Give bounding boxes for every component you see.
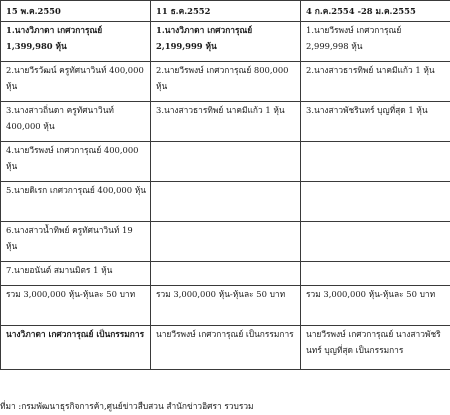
table-cell — [151, 182, 301, 222]
table-cell: 3.นางสาวธารทิพย์ นาคมีแก้ว 1 หุ้น — [151, 102, 301, 142]
table-cell: 5.นายดิเรก เกศวการุณย์ 400,000 หุ้น — [1, 182, 151, 222]
table-cell: นางวิภาดา เกศวการุณย์ เป็นกรรมการ — [1, 326, 151, 370]
table-cell: 2.นางสาวธารทิพย์ นาคมีแก้ว 1 หุ้น — [301, 62, 450, 102]
table-cell: 3.นางสาวพัชรินทร์ บุญที่สุด 1 หุ้น — [301, 102, 450, 142]
table-cell: 4.นายวีรพงษ์ เกศวการุณย์ 400,000 หุ้น — [1, 142, 151, 182]
table-cell: นายวีรพงษ์ เกศวการุณย์ นางสาวพัชรินทร์ บุญที่สุด เป็นกรรมการ — [301, 326, 450, 370]
header-cell: 11 ธ.ค.2552 — [151, 1, 301, 22]
table-row — [1, 62, 450, 102]
table-cell: 2.นายวีรวัฒน์ ครูทัศนาวินท์ 400,000 หุ้น — [1, 62, 151, 102]
table-cell: นายวีรพงษ์ เกศวการุณย์ เป็นกรรมการ — [151, 326, 301, 370]
table-cell — [301, 182, 450, 222]
source-note: ที่มา :กรมพัฒนาธุรกิจการค้า,ศูนย์ข่าวสืบสวน สำนักข่าวอิศรา รวบรวม — [0, 401, 254, 411]
table-cell: 3.นางสาวถิ่นดา ครูทัศนาวินท์ 400,000 หุ้น — [1, 102, 151, 142]
table-cell: 2.นายวีรพงษ์ เกศวการุณย์ 800,000 หุ้น — [151, 62, 301, 102]
table-row — [1, 102, 450, 142]
totals-row — [1, 286, 450, 326]
table-cell: รวม 3,000,000 หุ้น-หุ้นละ 50 บาท — [1, 286, 151, 326]
table-cell: 1.นายวีรพงษ์ เกศวการุณย์ 2,999,998 หุ้น — [301, 22, 450, 62]
header-cell: 15 พ.ค.2550 — [1, 1, 151, 22]
table-row — [1, 22, 450, 62]
table-cell: 7.นายอนันต์ สมานมิตร 1 หุ้น — [1, 262, 151, 286]
table-cell: รวม 3,000,000 หุ้น-หุ้นละ 50 บาท — [151, 286, 301, 326]
directors-row — [1, 326, 450, 370]
table-cell — [301, 222, 450, 262]
table-cell: รวม 3,000,000 หุ้น-หุ้นละ 50 บาท — [301, 286, 450, 326]
table-row — [1, 262, 450, 286]
table-cell — [151, 262, 301, 286]
table-row — [1, 142, 450, 182]
header-row — [1, 1, 450, 22]
table-cell — [151, 142, 301, 182]
table-row — [1, 182, 450, 222]
table-cell: 6.นางสาวน้ำทิพย์ ครูทัศนาวินท์ 19 หุ้น — [1, 222, 151, 262]
table-cell: 1.นางวิภาดา เกศวการุณย์ 1,399,980 หุ้น — [1, 22, 151, 62]
header-cell: 4 ก.ค.2554 -28 ม.ค.2555 — [301, 1, 450, 22]
table-cell — [301, 262, 450, 286]
table-cell — [151, 222, 301, 262]
table-cell: 1.นางวิภาดา เกศวการุณย์ 2,199,999 หุ้น — [151, 22, 301, 62]
table-cell — [301, 142, 450, 182]
table-row — [1, 222, 450, 262]
